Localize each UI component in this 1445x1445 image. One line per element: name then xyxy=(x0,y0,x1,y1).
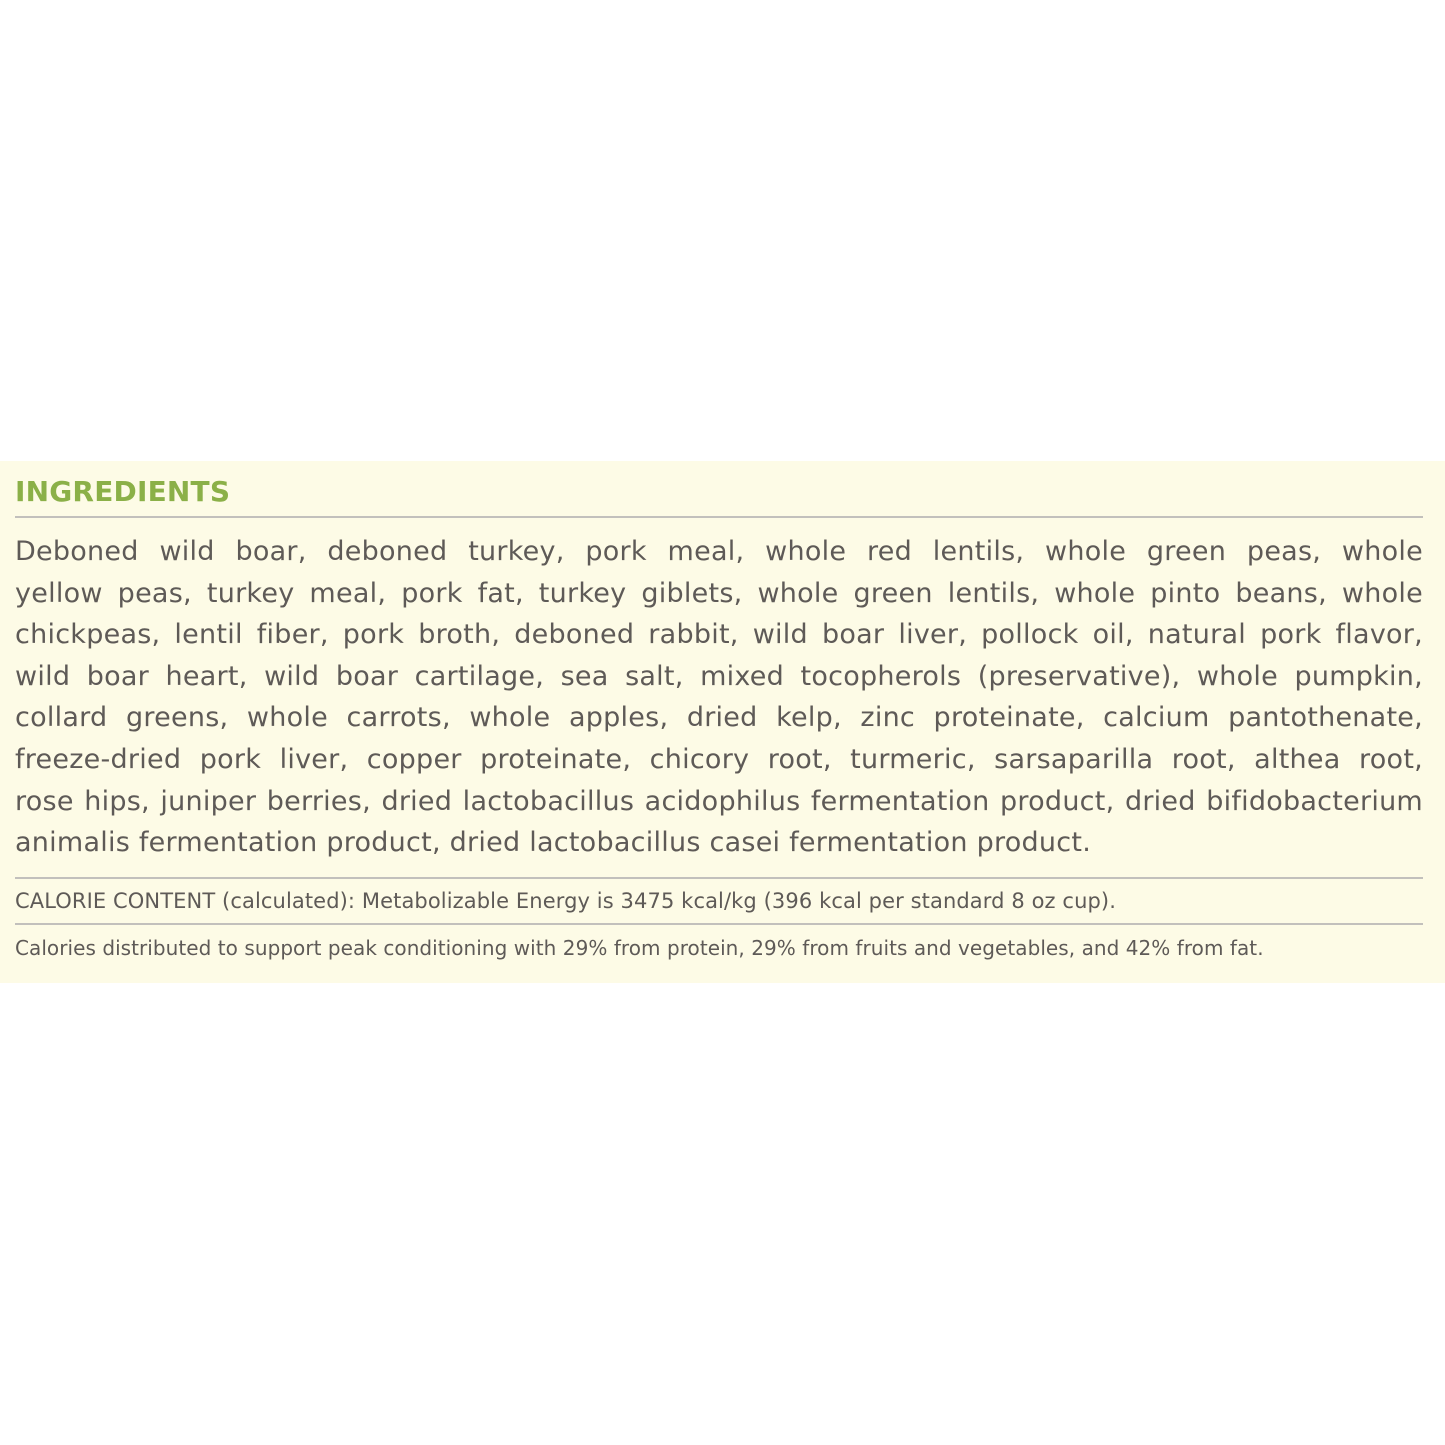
ingredients-line: collard greens, whole carrots, whole apples, dried kelp, zinc proteinate, calcium pantothenate, xyxy=(15,702,1423,734)
ingredients-line: Deboned wild boar, deboned turkey, pork meal, whole red lentils, whole green peas, whole xyxy=(15,536,1423,567)
ingredients-line: animalis fermentation product, dried lactobacillus casei fermentation product. xyxy=(15,827,1092,859)
ingredients-line: wild boar heart, wild boar cartilage, sea salt, mixed tocopherols (preservative), whole pumpkin, xyxy=(15,660,1423,692)
ingredients-text xyxy=(15,531,1423,864)
calorie-content: CALORIE CONTENT (calculated): Metabolizable Energy is 3475 kcal/kg (396 kcal per standard 8 oz cup). xyxy=(15,888,1116,913)
ingredients-line: yellow peas, turkey meal, pork fat, turkey giblets, whole green lentils, whole pinto beans, whole xyxy=(15,577,1423,609)
ingredients-heading: INGREDIENTS xyxy=(15,475,231,508)
ingredients-line: chickpeas, lentil fiber, pork broth, deboned rabbit, wild boar liver, pollock oil, natural pork flavor, xyxy=(15,619,1423,651)
divider xyxy=(15,516,1423,518)
ingredients-line: freeze-dried pork liver, copper proteinate, chicory root, turmeric, sarsaparilla root, althea root, xyxy=(15,743,1423,775)
calorie-distribution: Calories distributed to support peak conditioning with 29% from protein, 29% from fruits and vegetables, and 42% from fat. xyxy=(15,935,1264,960)
ingredients-panel xyxy=(0,461,1445,983)
ingredients-line: rose hips, juniper berries, dried lactobacillus acidophilus fermentation product, dried bifidobacterium xyxy=(15,785,1423,817)
